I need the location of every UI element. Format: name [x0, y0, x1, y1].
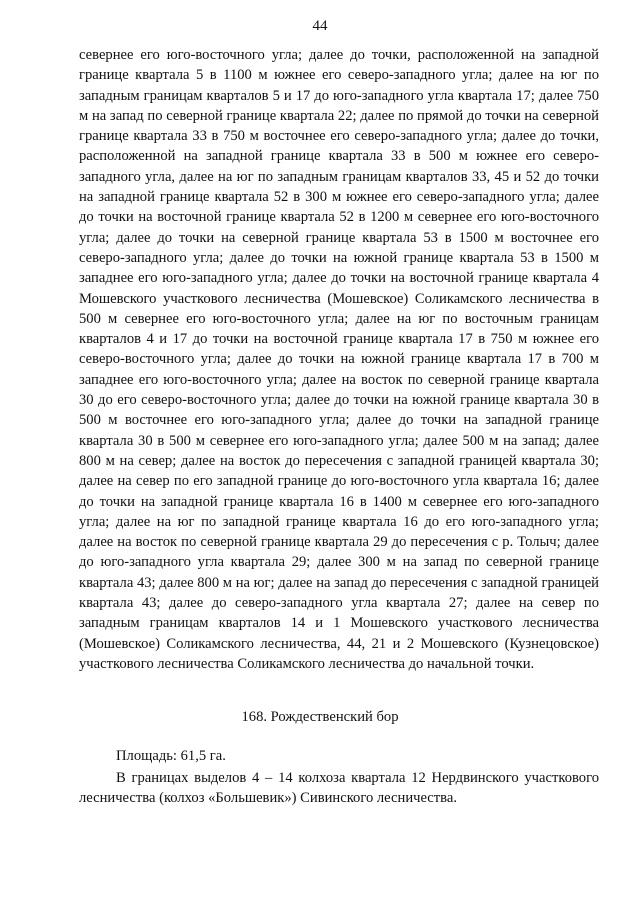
section-heading: 168. Рождественский бор — [241, 709, 399, 725]
page-number: 44 — [312, 18, 328, 34]
boundary-description-paragraph: севернее его юго-восточного угла; далее до точки, расположенной на западной границе квартала 5 в 1100 м южнее его северо-западного угла; далее на юг по западным границам кварталов 5 и 17 до юго-западного угла квартала 17; далее 750 м на запад по северной границе квартала 22; далее по прямой до точки на северной границе квартала 33 в 750 м восточнее его северо-западного угла; далее до точки, расположенной на западной границе квартала 33 в 500 м южнее его северо-западного угла, далее на юг по западным границам кварталов 33, 45 и 52 до точки на западной границе квартала 52 в 300 м южнее его северо-западного угла; далее до точки на восточной границе квартала 52 в 1200 м севернее его юго-восточного угла; далее до точки на северной границе квартала 53 в 1500 м восточнее его северо-западного угла; далее до точки на южной границе квартала 53 в 1500 м западнее его юго-западного угла; далее до точки на восточной границе квартала 4 Мошевского участкового лесничества (Мошевское) Соликамского лесничества в 500 м севернее его юго-восточного угла; далее на юг по восточным границам кварталов 4 и 17 до точки на восточной границе квартала 17 в 750 м южнее его северо-восточного угла; далее до точки на южной границе квартала 17 в 700 м западнее его юго-восточного угла; далее на восток по северной границе квартала 30 до его северо-восточного угла; далее до точки на южной границе квартала 30 в 500 м восточнее его юго-западного угла; далее до точки на западной границе квартала 30 в 500 м севернее его юго-западного угла; далее 500 м на запад; далее 800 м на север; далее на восток до пересечения с западной границей квартала 30; далее на север по его западной границе до юго-восточного угла квартала 16; далее до точки на западной границе квартала 16 в 1400 м севернее его юго-западного угла; далее на юг по западной границе квартала 16 до его юго-западного угла; далее на восток по северной границе квартала 29 до пересечения с р. Толыч; далее до юго-западного угла квартала 29; далее 300 м на запад по северной границе квартала 43; далее 800 м на юг; далее на запад до пересечения с западной границей квартала 43; далее до северо-западного угла квартала 27; далее на север по западным границам кварталов 14 и 1 Мошевского участкового лесничества (Мошевское) Соликамского лесничества, 44, 21 и 2 Мошевского (Кузнецовское) участкового лесничества Соликамского лесничества до начальной точки. — [79, 47, 599, 672]
boundary-paragraph: В границах выделов 4 – 14 колхоза квартала 12 Нердвинского участкового лесничества (колхоз «Большевик») Сивинского лесничества. — [79, 770, 599, 807]
area-line: Площадь: 61,5 га. — [116, 748, 226, 764]
